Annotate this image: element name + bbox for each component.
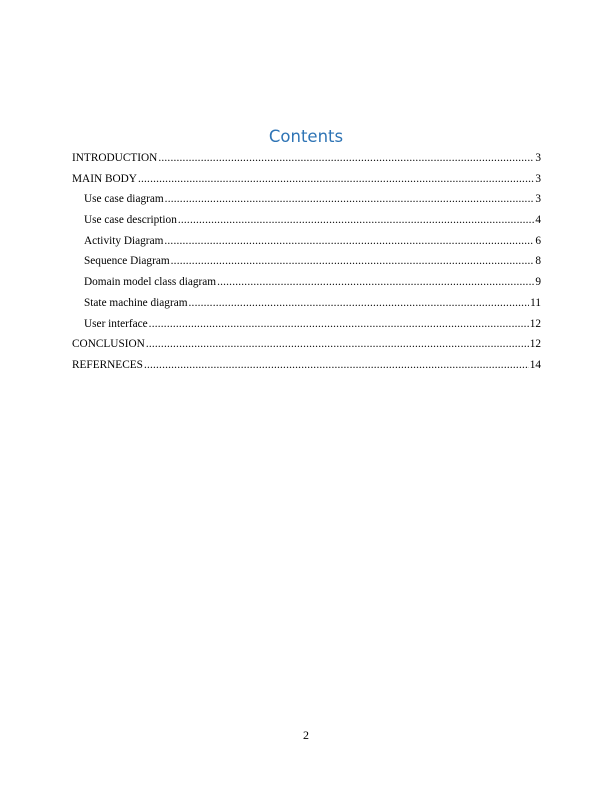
toc-dot-leader — [158, 148, 534, 169]
toc-entry-label: Sequence Diagram — [84, 255, 170, 268]
toc-entry-page: 14 — [529, 358, 541, 371]
toc-entry-label: Domain model class diagram — [84, 276, 217, 289]
toc-heading: Contents — [268, 127, 344, 146]
toc-dot-leader — [164, 231, 534, 252]
toc-entry-state-machine-diagram[interactable] — [72, 293, 541, 314]
toc-entry-page: 9 — [535, 276, 541, 289]
toc-entry-page: 3 — [535, 172, 541, 185]
toc-dot-leader — [149, 314, 529, 335]
toc-entry-page: 12 — [529, 338, 541, 351]
toc-entry-label: Activity Diagram — [84, 234, 164, 247]
page-number: 2 — [303, 728, 309, 742]
toc-entry-label: Use case description — [84, 214, 177, 227]
toc-dot-leader — [171, 251, 535, 272]
toc-entry-use-case-description[interactable] — [72, 210, 541, 231]
toc-entry-label: MAIN BODY — [72, 172, 137, 185]
toc-entry-label: CONCLUSION — [72, 338, 145, 351]
toc-entry-label: State machine diagram — [84, 296, 188, 309]
table-of-contents — [72, 148, 541, 376]
toc-entry-sequence-diagram[interactable] — [72, 251, 541, 272]
toc-dot-leader — [138, 169, 534, 190]
toc-entry-page: 11 — [530, 296, 541, 309]
toc-entry-label: Use case diagram — [84, 193, 164, 206]
toc-entry-page: 6 — [535, 234, 541, 247]
toc-entry-label: User interface — [84, 317, 148, 330]
toc-dot-leader — [144, 355, 529, 376]
toc-entry-domain-model-class-diagram[interactable] — [72, 272, 541, 293]
toc-dot-leader — [217, 272, 534, 293]
toc-dot-leader — [178, 210, 534, 231]
toc-entry-introduction[interactable] — [72, 148, 541, 169]
toc-entry-conclusion[interactable] — [72, 334, 541, 355]
toc-entry-page: 3 — [535, 193, 541, 206]
toc-entry-use-case-diagram[interactable] — [72, 189, 541, 210]
toc-entry-label: REFERNECES — [72, 358, 143, 371]
toc-entry-page: 12 — [529, 317, 541, 330]
toc-entry-activity-diagram[interactable] — [72, 231, 541, 252]
toc-dot-leader — [146, 334, 529, 355]
toc-entry-page: 8 — [535, 255, 541, 268]
toc-entry-label: INTRODUCTION — [72, 152, 158, 164]
toc-entry-page: 4 — [535, 214, 541, 227]
toc-dot-leader — [189, 293, 530, 314]
toc-entry-user-interface[interactable] — [72, 314, 541, 335]
toc-entry-main-body[interactable] — [72, 169, 541, 190]
toc-dot-leader — [165, 189, 535, 210]
toc-entry-references[interactable] — [72, 355, 541, 376]
toc-entry-page: 3 — [535, 152, 541, 164]
